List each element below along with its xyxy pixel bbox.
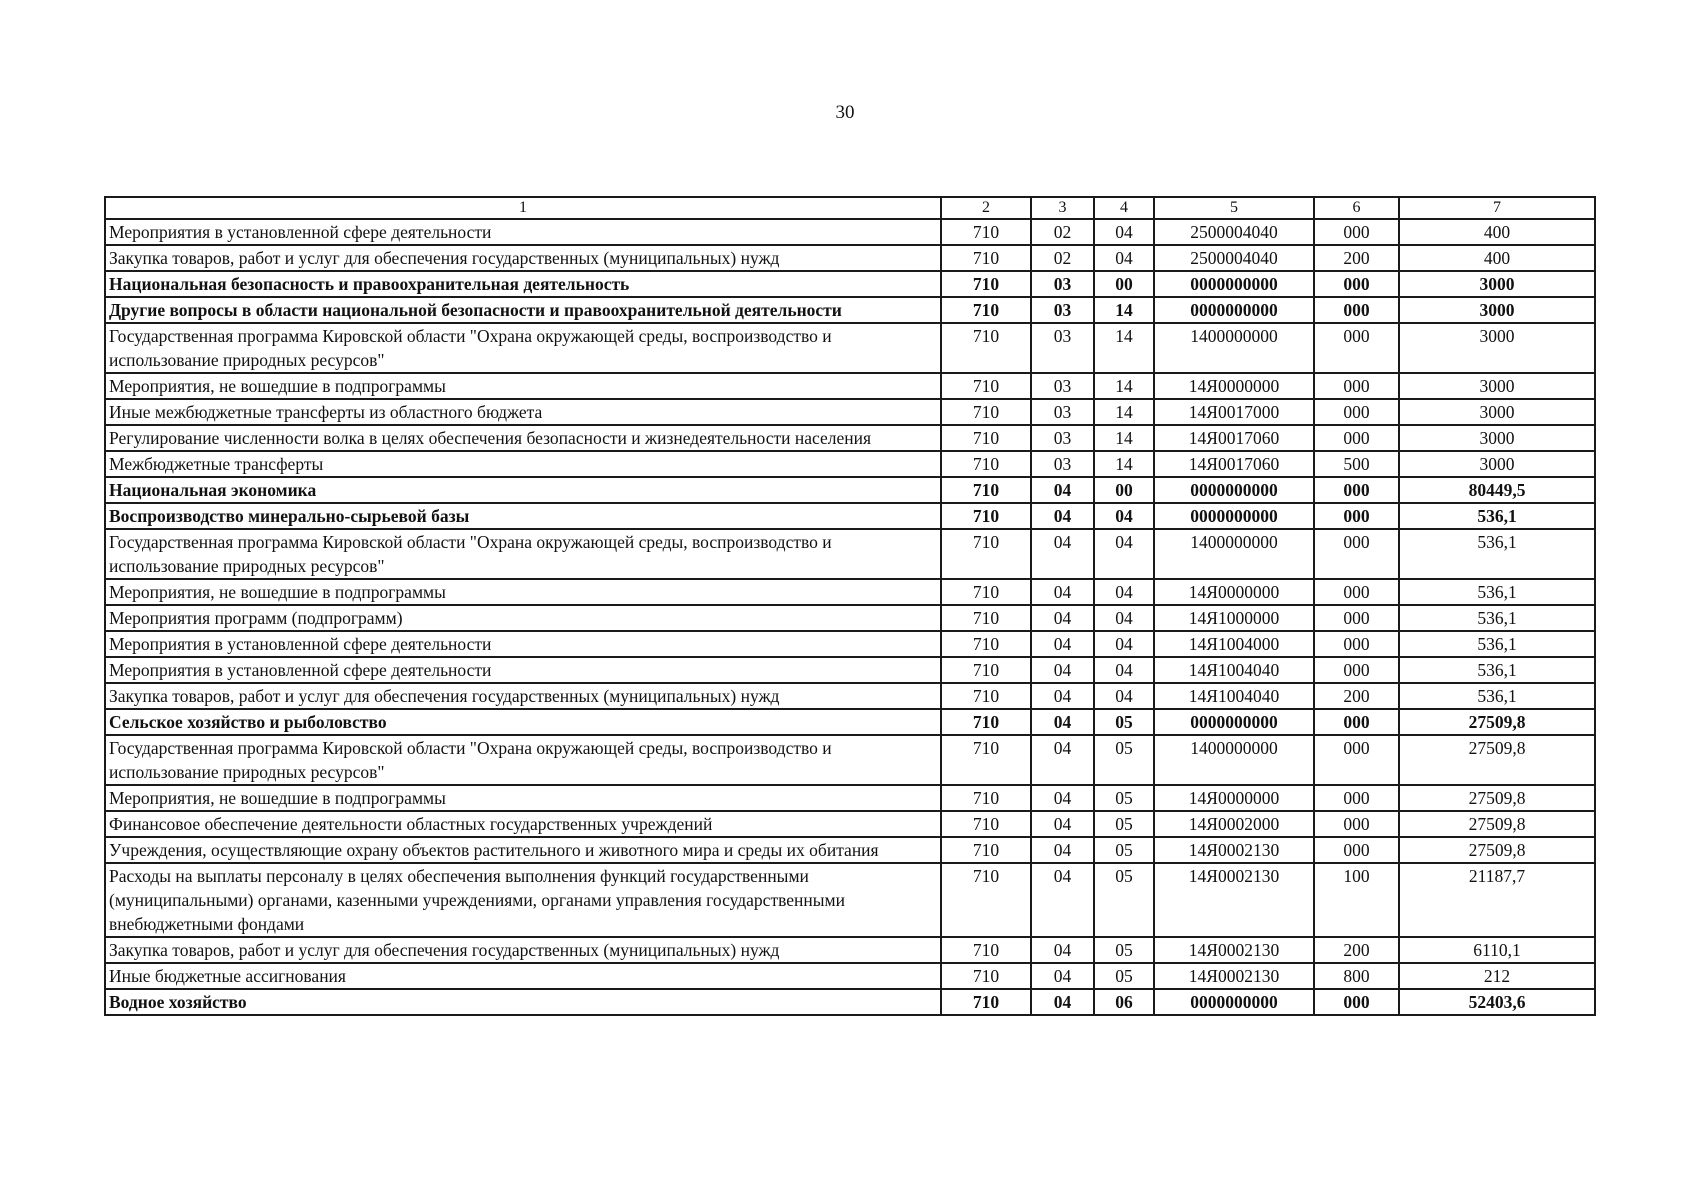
target-code-cell: 14Я1004000 bbox=[1154, 631, 1314, 657]
header-col-5: 5 bbox=[1154, 197, 1314, 219]
table-row bbox=[105, 657, 1595, 683]
table-row bbox=[105, 683, 1595, 709]
subchapter-code-cell: 14 bbox=[1094, 373, 1154, 399]
row-name-cell: Мероприятия, не вошедшие в подпрограммы bbox=[105, 579, 941, 605]
section-code-cell: 710 bbox=[941, 937, 1031, 963]
amount-cell: 536,1 bbox=[1399, 683, 1595, 709]
amount-cell: 3000 bbox=[1399, 399, 1595, 425]
subchapter-code-cell: 05 bbox=[1094, 785, 1154, 811]
table-row bbox=[105, 605, 1595, 631]
subchapter-code-cell: 06 bbox=[1094, 989, 1154, 1015]
expense-type-cell: 000 bbox=[1314, 811, 1399, 837]
amount-cell: 52403,6 bbox=[1399, 989, 1595, 1015]
section-code-cell: 710 bbox=[941, 579, 1031, 605]
table-row bbox=[105, 399, 1595, 425]
section-code-cell: 710 bbox=[941, 605, 1031, 631]
budget-table bbox=[104, 196, 1596, 1016]
target-code-cell: 14Я0017000 bbox=[1154, 399, 1314, 425]
row-name-cell: Государственная программа Кировской области "Охрана окружающей среды, воспроизводство и использование природных ресурсов" bbox=[105, 529, 941, 579]
table-row bbox=[105, 219, 1595, 245]
section-code-cell: 710 bbox=[941, 219, 1031, 245]
row-name-cell: Мероприятия в установленной сфере деятельности bbox=[105, 219, 941, 245]
target-code-cell: 0000000000 bbox=[1154, 477, 1314, 503]
row-name-cell: Воспроизводство минерально-сырьевой базы bbox=[105, 503, 941, 529]
target-code-cell: 14Я0000000 bbox=[1154, 785, 1314, 811]
table-row bbox=[105, 579, 1595, 605]
row-name-cell: Сельское хозяйство и рыболовство bbox=[105, 709, 941, 735]
expense-type-cell: 000 bbox=[1314, 297, 1399, 323]
target-code-cell: 14Я0017060 bbox=[1154, 425, 1314, 451]
section-code-cell: 710 bbox=[941, 297, 1031, 323]
subchapter-code-cell: 05 bbox=[1094, 735, 1154, 785]
section-code-cell: 710 bbox=[941, 963, 1031, 989]
target-code-cell: 14Я0000000 bbox=[1154, 373, 1314, 399]
expense-type-cell: 000 bbox=[1314, 529, 1399, 579]
subchapter-code-cell: 14 bbox=[1094, 297, 1154, 323]
expense-type-cell: 000 bbox=[1314, 837, 1399, 863]
row-name-cell: Финансовое обеспечение деятельности областных государственных учреждений bbox=[105, 811, 941, 837]
section-code-cell: 710 bbox=[941, 399, 1031, 425]
chapter-code-cell: 04 bbox=[1031, 709, 1094, 735]
table-row bbox=[105, 271, 1595, 297]
row-name-cell: Мероприятия, не вошедшие в подпрограммы bbox=[105, 785, 941, 811]
table-row bbox=[105, 989, 1595, 1015]
expense-type-cell: 200 bbox=[1314, 683, 1399, 709]
target-code-cell: 0000000000 bbox=[1154, 297, 1314, 323]
section-code-cell: 710 bbox=[941, 863, 1031, 937]
row-name-cell: Иные межбюджетные трансферты из областного бюджета bbox=[105, 399, 941, 425]
row-name-cell: Водное хозяйство bbox=[105, 989, 941, 1015]
chapter-code-cell: 04 bbox=[1031, 631, 1094, 657]
expense-type-cell: 000 bbox=[1314, 709, 1399, 735]
row-name-cell: Межбюджетные трансферты bbox=[105, 451, 941, 477]
row-name-cell: Расходы на выплаты персоналу в целях обеспечения выполнения функций государственными (муниципальными) органами, казенными учреждениями, органами управления государственными внебюджетными фондами bbox=[105, 863, 941, 937]
table-row bbox=[105, 937, 1595, 963]
subchapter-code-cell: 04 bbox=[1094, 245, 1154, 271]
table-row bbox=[105, 373, 1595, 399]
expense-type-cell: 000 bbox=[1314, 631, 1399, 657]
section-code-cell: 710 bbox=[941, 529, 1031, 579]
row-name-cell: Мероприятия в установленной сфере деятельности bbox=[105, 657, 941, 683]
subchapter-code-cell: 04 bbox=[1094, 631, 1154, 657]
amount-cell: 536,1 bbox=[1399, 605, 1595, 631]
subchapter-code-cell: 04 bbox=[1094, 219, 1154, 245]
chapter-code-cell: 04 bbox=[1031, 529, 1094, 579]
amount-cell: 536,1 bbox=[1399, 529, 1595, 579]
chapter-code-cell: 04 bbox=[1031, 785, 1094, 811]
chapter-code-cell: 03 bbox=[1031, 399, 1094, 425]
amount-cell: 536,1 bbox=[1399, 503, 1595, 529]
expense-type-cell: 000 bbox=[1314, 605, 1399, 631]
target-code-cell: 14Я0017060 bbox=[1154, 451, 1314, 477]
section-code-cell: 710 bbox=[941, 271, 1031, 297]
expense-type-cell: 100 bbox=[1314, 863, 1399, 937]
expense-type-cell: 000 bbox=[1314, 735, 1399, 785]
section-code-cell: 710 bbox=[941, 785, 1031, 811]
amount-cell: 27509,8 bbox=[1399, 709, 1595, 735]
amount-cell: 3000 bbox=[1399, 297, 1595, 323]
section-code-cell: 710 bbox=[941, 373, 1031, 399]
target-code-cell: 14Я0002130 bbox=[1154, 837, 1314, 863]
amount-cell: 3000 bbox=[1399, 425, 1595, 451]
target-code-cell: 14Я0002000 bbox=[1154, 811, 1314, 837]
target-code-cell: 14Я0002130 bbox=[1154, 963, 1314, 989]
target-code-cell: 14Я0002130 bbox=[1154, 937, 1314, 963]
subchapter-code-cell: 05 bbox=[1094, 937, 1154, 963]
row-name-cell: Государственная программа Кировской области "Охрана окружающей среды, воспроизводство и использование природных ресурсов" bbox=[105, 735, 941, 785]
row-name-cell: Закупка товаров, работ и услуг для обеспечения государственных (муниципальных) нужд bbox=[105, 937, 941, 963]
subchapter-code-cell: 00 bbox=[1094, 271, 1154, 297]
expense-type-cell: 000 bbox=[1314, 323, 1399, 373]
table-row bbox=[105, 963, 1595, 989]
amount-cell: 3000 bbox=[1399, 271, 1595, 297]
amount-cell: 6110,1 bbox=[1399, 937, 1595, 963]
table-row bbox=[105, 477, 1595, 503]
section-code-cell: 710 bbox=[941, 477, 1031, 503]
amount-cell: 27509,8 bbox=[1399, 785, 1595, 811]
section-code-cell: 710 bbox=[941, 631, 1031, 657]
chapter-code-cell: 03 bbox=[1031, 297, 1094, 323]
page-number: 30 bbox=[835, 102, 855, 123]
target-code-cell: 0000000000 bbox=[1154, 271, 1314, 297]
target-code-cell: 14Я0002130 bbox=[1154, 863, 1314, 937]
row-name-cell: Иные бюджетные ассигнования bbox=[105, 963, 941, 989]
section-code-cell: 710 bbox=[941, 811, 1031, 837]
table-row bbox=[105, 451, 1595, 477]
section-code-cell: 710 bbox=[941, 657, 1031, 683]
chapter-code-cell: 04 bbox=[1031, 683, 1094, 709]
amount-cell: 536,1 bbox=[1399, 579, 1595, 605]
expense-type-cell: 200 bbox=[1314, 937, 1399, 963]
target-code-cell: 0000000000 bbox=[1154, 989, 1314, 1015]
row-name-cell: Национальная экономика bbox=[105, 477, 941, 503]
header-col-4: 4 bbox=[1094, 197, 1154, 219]
chapter-code-cell: 04 bbox=[1031, 579, 1094, 605]
target-code-cell: 1400000000 bbox=[1154, 323, 1314, 373]
subchapter-code-cell: 14 bbox=[1094, 451, 1154, 477]
subchapter-code-cell: 04 bbox=[1094, 657, 1154, 683]
expense-type-cell: 000 bbox=[1314, 989, 1399, 1015]
expense-type-cell: 800 bbox=[1314, 963, 1399, 989]
subchapter-code-cell: 04 bbox=[1094, 579, 1154, 605]
row-name-cell: Другие вопросы в области национальной безопасности и правоохранительной деятельности bbox=[105, 297, 941, 323]
expense-type-cell: 000 bbox=[1314, 271, 1399, 297]
chapter-code-cell: 02 bbox=[1031, 245, 1094, 271]
header-col-6: 6 bbox=[1314, 197, 1399, 219]
subchapter-code-cell: 05 bbox=[1094, 709, 1154, 735]
header-col-3: 3 bbox=[1031, 197, 1094, 219]
target-code-cell: 14Я1000000 bbox=[1154, 605, 1314, 631]
section-code-cell: 710 bbox=[941, 451, 1031, 477]
subchapter-code-cell: 04 bbox=[1094, 503, 1154, 529]
row-name-cell: Государственная программа Кировской области "Охрана окружающей среды, воспроизводство и использование природных ресурсов" bbox=[105, 323, 941, 373]
subchapter-code-cell: 04 bbox=[1094, 683, 1154, 709]
header-col-1: 1 bbox=[105, 197, 941, 219]
target-code-cell: 0000000000 bbox=[1154, 503, 1314, 529]
header-col-2: 2 bbox=[941, 197, 1031, 219]
table-row bbox=[105, 323, 1595, 373]
section-code-cell: 710 bbox=[941, 683, 1031, 709]
target-code-cell: 14Я0000000 bbox=[1154, 579, 1314, 605]
section-code-cell: 710 bbox=[941, 323, 1031, 373]
table-row bbox=[105, 735, 1595, 785]
subchapter-code-cell: 04 bbox=[1094, 529, 1154, 579]
chapter-code-cell: 04 bbox=[1031, 863, 1094, 937]
table-row bbox=[105, 425, 1595, 451]
amount-cell: 536,1 bbox=[1399, 631, 1595, 657]
chapter-code-cell: 03 bbox=[1031, 271, 1094, 297]
section-code-cell: 710 bbox=[941, 425, 1031, 451]
amount-cell: 536,1 bbox=[1399, 657, 1595, 683]
subchapter-code-cell: 14 bbox=[1094, 399, 1154, 425]
amount-cell: 400 bbox=[1399, 245, 1595, 271]
section-code-cell: 710 bbox=[941, 503, 1031, 529]
table-row bbox=[105, 709, 1595, 735]
row-name-cell: Регулирование численности волка в целях обеспечения безопасности и жизнедеятельности населения bbox=[105, 425, 941, 451]
expense-type-cell: 200 bbox=[1314, 245, 1399, 271]
chapter-code-cell: 03 bbox=[1031, 323, 1094, 373]
expense-type-cell: 000 bbox=[1314, 785, 1399, 811]
section-code-cell: 710 bbox=[941, 735, 1031, 785]
chapter-code-cell: 04 bbox=[1031, 735, 1094, 785]
chapter-code-cell: 04 bbox=[1031, 605, 1094, 631]
table-row bbox=[105, 297, 1595, 323]
amount-cell: 3000 bbox=[1399, 323, 1595, 373]
target-code-cell: 1400000000 bbox=[1154, 529, 1314, 579]
expense-type-cell: 000 bbox=[1314, 477, 1399, 503]
amount-cell: 212 bbox=[1399, 963, 1595, 989]
expense-type-cell: 000 bbox=[1314, 399, 1399, 425]
target-code-cell: 1400000000 bbox=[1154, 735, 1314, 785]
amount-cell: 80449,5 bbox=[1399, 477, 1595, 503]
subchapter-code-cell: 05 bbox=[1094, 963, 1154, 989]
table-row bbox=[105, 785, 1595, 811]
table-row bbox=[105, 811, 1595, 837]
row-name-cell: Закупка товаров, работ и услуг для обеспечения государственных (муниципальных) нужд bbox=[105, 683, 941, 709]
row-name-cell: Национальная безопасность и правоохранительная деятельность bbox=[105, 271, 941, 297]
section-code-cell: 710 bbox=[941, 245, 1031, 271]
table-row bbox=[105, 837, 1595, 863]
amount-cell: 27509,8 bbox=[1399, 735, 1595, 785]
header-col-7: 7 bbox=[1399, 197, 1595, 219]
table-row bbox=[105, 631, 1595, 657]
amount-cell: 27509,8 bbox=[1399, 837, 1595, 863]
chapter-code-cell: 04 bbox=[1031, 937, 1094, 963]
subchapter-code-cell: 14 bbox=[1094, 323, 1154, 373]
chapter-code-cell: 03 bbox=[1031, 451, 1094, 477]
subchapter-code-cell: 14 bbox=[1094, 425, 1154, 451]
table-header-row bbox=[105, 197, 1595, 219]
target-code-cell: 14Я1004040 bbox=[1154, 657, 1314, 683]
subchapter-code-cell: 00 bbox=[1094, 477, 1154, 503]
row-name-cell: Учреждения, осуществляющие охрану объектов растительного и животного мира и среды их обитания bbox=[105, 837, 941, 863]
target-code-cell: 0000000000 bbox=[1154, 709, 1314, 735]
table-body bbox=[105, 219, 1595, 1015]
chapter-code-cell: 04 bbox=[1031, 989, 1094, 1015]
row-name-cell: Мероприятия в установленной сфере деятельности bbox=[105, 631, 941, 657]
subchapter-code-cell: 05 bbox=[1094, 863, 1154, 937]
chapter-code-cell: 04 bbox=[1031, 811, 1094, 837]
expense-type-cell: 000 bbox=[1314, 373, 1399, 399]
expense-type-cell: 000 bbox=[1314, 503, 1399, 529]
chapter-code-cell: 02 bbox=[1031, 219, 1094, 245]
subchapter-code-cell: 05 bbox=[1094, 811, 1154, 837]
chapter-code-cell: 04 bbox=[1031, 963, 1094, 989]
amount-cell: 400 bbox=[1399, 219, 1595, 245]
expense-type-cell: 000 bbox=[1314, 425, 1399, 451]
amount-cell: 3000 bbox=[1399, 451, 1595, 477]
target-code-cell: 14Я1004040 bbox=[1154, 683, 1314, 709]
row-name-cell: Закупка товаров, работ и услуг для обеспечения государственных (муниципальных) нужд bbox=[105, 245, 941, 271]
target-code-cell: 2500004040 bbox=[1154, 245, 1314, 271]
amount-cell: 21187,7 bbox=[1399, 863, 1595, 937]
target-code-cell: 2500004040 bbox=[1154, 219, 1314, 245]
section-code-cell: 710 bbox=[941, 837, 1031, 863]
chapter-code-cell: 04 bbox=[1031, 503, 1094, 529]
expense-type-cell: 500 bbox=[1314, 451, 1399, 477]
row-name-cell: Мероприятия программ (подпрограмм) bbox=[105, 605, 941, 631]
expense-type-cell: 000 bbox=[1314, 657, 1399, 683]
chapter-code-cell: 04 bbox=[1031, 837, 1094, 863]
amount-cell: 27509,8 bbox=[1399, 811, 1595, 837]
section-code-cell: 710 bbox=[941, 989, 1031, 1015]
chapter-code-cell: 04 bbox=[1031, 477, 1094, 503]
table-row bbox=[105, 245, 1595, 271]
chapter-code-cell: 03 bbox=[1031, 373, 1094, 399]
chapter-code-cell: 04 bbox=[1031, 657, 1094, 683]
chapter-code-cell: 03 bbox=[1031, 425, 1094, 451]
expense-type-cell: 000 bbox=[1314, 219, 1399, 245]
amount-cell: 3000 bbox=[1399, 373, 1595, 399]
subchapter-code-cell: 05 bbox=[1094, 837, 1154, 863]
table-row bbox=[105, 529, 1595, 579]
section-code-cell: 710 bbox=[941, 709, 1031, 735]
table-row bbox=[105, 863, 1595, 937]
table-row bbox=[105, 503, 1595, 529]
subchapter-code-cell: 04 bbox=[1094, 605, 1154, 631]
expense-type-cell: 000 bbox=[1314, 579, 1399, 605]
row-name-cell: Мероприятия, не вошедшие в подпрограммы bbox=[105, 373, 941, 399]
